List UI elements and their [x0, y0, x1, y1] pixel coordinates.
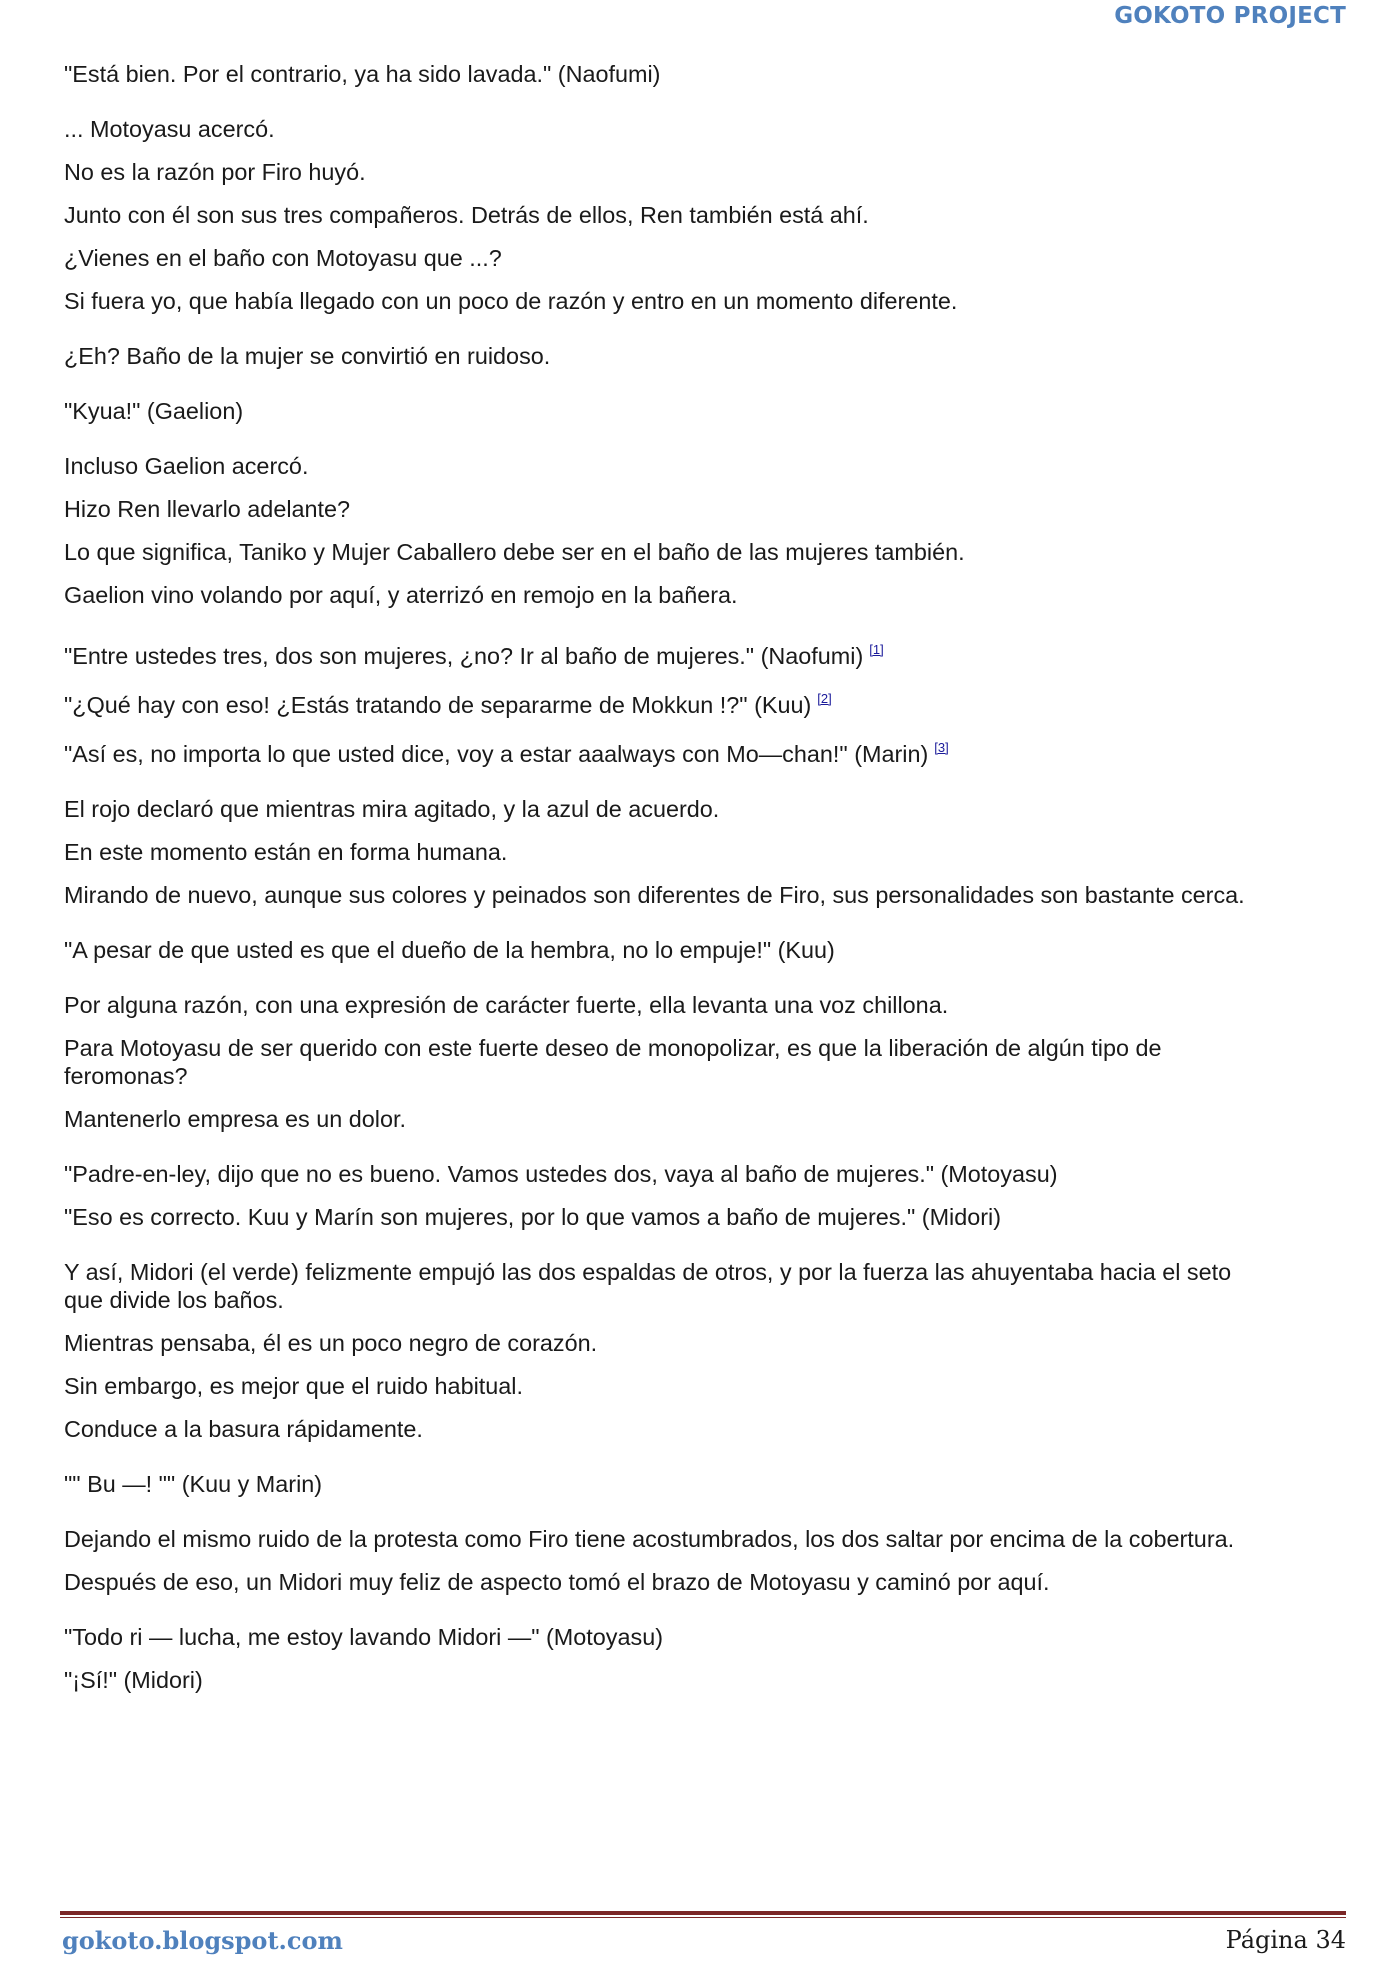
line-text: El rojo declaró que mientras mira agitado, y la azul de acuerdo. [64, 796, 720, 822]
line-text: "Está bien. Por el contrario, ya ha sido lavada." (Naofumi) [64, 61, 661, 87]
text-line [64, 287, 1354, 315]
line-text: "A pesar de que usted es que el dueño de la hembra, no lo empuje!" (Kuu) [64, 937, 835, 963]
text-line [64, 881, 1354, 909]
paragraph [64, 1470, 1354, 1498]
text-line [64, 936, 1354, 964]
paragraph [64, 452, 1354, 609]
text-line [64, 1568, 1354, 1596]
paragraph [64, 795, 1354, 909]
line-text: Sin embargo, es mejor que el ruido habitual. [64, 1373, 523, 1399]
line-text: Junto con él son sus tres compañeros. Detrás de ellos, Ren también está ahí. [64, 202, 869, 228]
paragraph [64, 1623, 1354, 1694]
text-line [64, 1160, 1354, 1188]
text-line [64, 1034, 1354, 1090]
line-text: No es la razón por Firo huyó. [64, 159, 366, 185]
line-text: ¿Vienes en el baño con Motoyasu que ...? [64, 245, 502, 271]
line-text: Hizo Ren llevarlo adelante? [64, 496, 351, 522]
paragraph [64, 397, 1354, 425]
paragraph [64, 1258, 1354, 1443]
document-body [64, 60, 1354, 1721]
text-line [64, 1258, 1354, 1314]
line-text: Incluso Gaelion acercó. [64, 453, 309, 479]
paragraph [64, 1525, 1354, 1596]
header-brand: GOKOTO PROJECT [1114, 3, 1346, 29]
line-text: Después de eso, un Midori muy feliz de aspecto tomó el brazo de Motoyasu y caminó por aquí. [64, 1569, 1050, 1595]
line-text: "Entre ustedes tres, dos son mujeres, ¿no? Ir al baño de mujeres." (Naofumi) [64, 643, 864, 669]
text-line [64, 115, 1354, 143]
text-line [64, 991, 1354, 1019]
line-text: ¿Eh? Baño de la mujer se convirtió en ruidoso. [64, 343, 551, 369]
text-line [64, 1666, 1354, 1694]
text-line [64, 1203, 1354, 1231]
line-text: Y así, Midori (el verde) felizmente empujó las dos espaldas de otros, y por la fuerza las ahuyentaba hacia el seto que divide los baños. [64, 1259, 1232, 1313]
line-text: "¡Sí!" (Midori) [64, 1667, 203, 1693]
line-text: Mantenerlo empresa es un dolor. [64, 1106, 406, 1132]
line-text: Por alguna razón, con una expresión de carácter fuerte, ella levanta una voz chillona. [64, 992, 949, 1018]
line-text: "" Bu —! "" (Kuu y Marin) [64, 1471, 323, 1497]
paragraph [64, 636, 1354, 768]
footnote-ref[interactable]: [3] [934, 740, 949, 755]
footnote-ref[interactable]: [1] [869, 642, 884, 657]
text-line [64, 60, 1354, 88]
line-text: Mirando de nuevo, aunque sus colores y peinados son diferentes de Firo, sus personalidades son bastante cerca. [64, 882, 1245, 908]
line-text: "Todo ri — lucha, me estoy lavando Midori —" (Motoyasu) [64, 1624, 664, 1650]
paragraph [64, 936, 1354, 964]
line-text: "¿Qué hay con eso! ¿Estás tratando de separarme de Mokkun !?" (Kuu) [64, 692, 812, 718]
page-number: Página 34 [1225, 1926, 1346, 1954]
paragraph [64, 342, 1354, 370]
paragraph [64, 991, 1354, 1133]
text-line [64, 538, 1354, 566]
footer-divider [60, 1911, 1346, 1918]
text-line [64, 1329, 1354, 1357]
text-line [64, 1372, 1354, 1400]
line-text: Si fuera yo, que había llegado con un poco de razón y entro en un momento diferente. [64, 288, 958, 314]
line-text: Para Motoyasu de ser querido con este fuerte deseo de monopolizar, es que la liberación de algún tipo de feromonas? [64, 1035, 1162, 1089]
footer-site: gokoto.blogspot.com [62, 1926, 343, 1955]
footnote-ref[interactable]: [2] [817, 691, 832, 706]
text-line [64, 795, 1354, 823]
text-line [64, 244, 1354, 272]
text-line [64, 452, 1354, 480]
text-line [64, 838, 1354, 866]
text-line [64, 201, 1354, 229]
text-line [64, 1415, 1354, 1443]
paragraph [64, 60, 1354, 88]
paragraph [64, 1160, 1354, 1231]
line-text: Lo que significa, Taniko y Mujer Caballero debe ser en el baño de las mujeres también. [64, 539, 965, 565]
text-line [64, 1623, 1354, 1651]
text-line [64, 734, 1354, 768]
text-line [64, 495, 1354, 523]
line-text: En este momento están en forma humana. [64, 839, 508, 865]
text-line [64, 1105, 1354, 1133]
line-text: "Eso es correcto. Kuu y Marín son mujeres, por lo que vamos a baño de mujeres." (Midori) [64, 1204, 1002, 1230]
text-line [64, 685, 1354, 719]
line-text: Mientras pensaba, él es un poco negro de corazón. [64, 1330, 598, 1356]
text-line [64, 397, 1354, 425]
line-text: Conduce a la basura rápidamente. [64, 1416, 423, 1442]
text-line [64, 1470, 1354, 1498]
paragraph [64, 115, 1354, 315]
line-text: Dejando el mismo ruido de la protesta como Firo tiene acostumbrados, los dos saltar por encima de la cobertura. [64, 1526, 1235, 1552]
text-line [64, 342, 1354, 370]
line-text: "Padre-en-ley, dijo que no es bueno. Vamos ustedes dos, vaya al baño de mujeres." (Motoyasu) [64, 1161, 1058, 1187]
text-line [64, 158, 1354, 186]
text-line [64, 581, 1354, 609]
line-text: "Kyua!" (Gaelion) [64, 398, 244, 424]
line-text: Gaelion vino volando por aquí, y aterrizó en remojo en la bañera. [64, 582, 738, 608]
text-line [64, 636, 1354, 670]
text-line [64, 1525, 1354, 1553]
line-text: "Así es, no importa lo que usted dice, voy a estar aaalways con Mo—chan!" (Marin) [64, 741, 929, 767]
line-text: ... Motoyasu acercó. [64, 116, 275, 142]
